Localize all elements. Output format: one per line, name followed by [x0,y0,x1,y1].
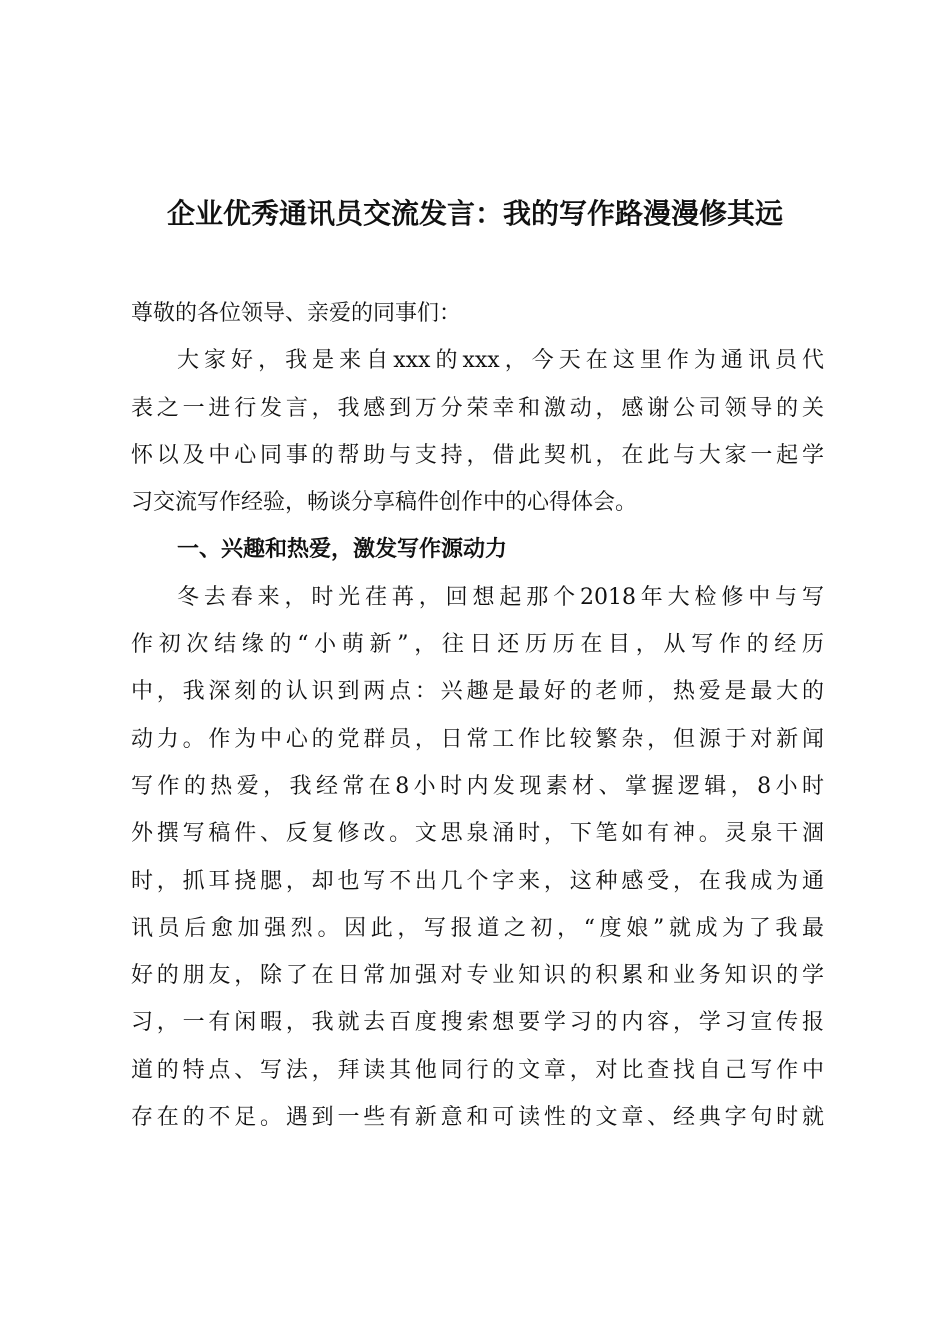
salutation: 尊敬的各位领导、亲爱的同事们： [131,301,462,326]
paragraph-line: 动力。作为中心的党群员，日常工作比较繁杂，但源于对新闻 [131,726,824,752]
paragraph-line: 时，抓耳挠腮，却也写不出几个字来，这种感受，在我成为通 [131,868,824,894]
paragraph-line: 习，一有闲暇，我就去百度搜索想要学习的内容，学习宣传报 [131,1010,824,1036]
paragraph-line: 外撰写稿件、反复修改。文思泉涌时，下笔如有神。灵泉干涸 [131,821,824,847]
document-body [131,290,824,1141]
paragraph-line: 写作的热爱，我经常在8小时内发现素材、掌握逻辑，8小时 [131,773,824,799]
paragraph-line: 道的特点、写法，拜读其他同行的文章，对比查找自己写作中 [131,1057,824,1083]
paragraph-line: 大家好，我是来自xxx的xxx，今天在这里作为通讯员代 [177,348,824,374]
paragraph-line: 作初次结缘的“小萌新”，往日还历历在目，从写作的经历 [131,632,824,658]
section-heading: 一、兴趣和热爱，激发写作源动力 [177,537,508,563]
paragraph-line: 习交流写作经验，畅谈分享稿件创作中的心得体会。 [131,490,638,516]
paragraph-line: 讯员后愈加强烈。因此，写报道之初，“度娘”就成为了我最 [131,915,824,941]
paragraph-line: 好的朋友，除了在日常加强对专业知识的积累和业务知识的学 [131,963,824,989]
paragraph-line: 存在的不足。遇到一些有新意和可读性的文章、经典字句时就 [131,1105,824,1131]
paragraph-line: 怀以及中心同事的帮助与支持，借此契机，在此与大家一起学 [131,442,824,468]
paragraph-line: 表之一进行发言，我感到万分荣幸和激动，感谢公司领导的关 [131,395,824,421]
document-title: 企业优秀通讯员交流发言：我的写作路漫漫修其远 [166,197,783,230]
paragraph-line: 中，我深刻的认识到两点：兴趣是最好的老师，热爱是最大的 [131,679,824,705]
paragraph-line: 冬去春来，时光荏苒，回想起那个2018年大检修中与写 [177,584,824,610]
